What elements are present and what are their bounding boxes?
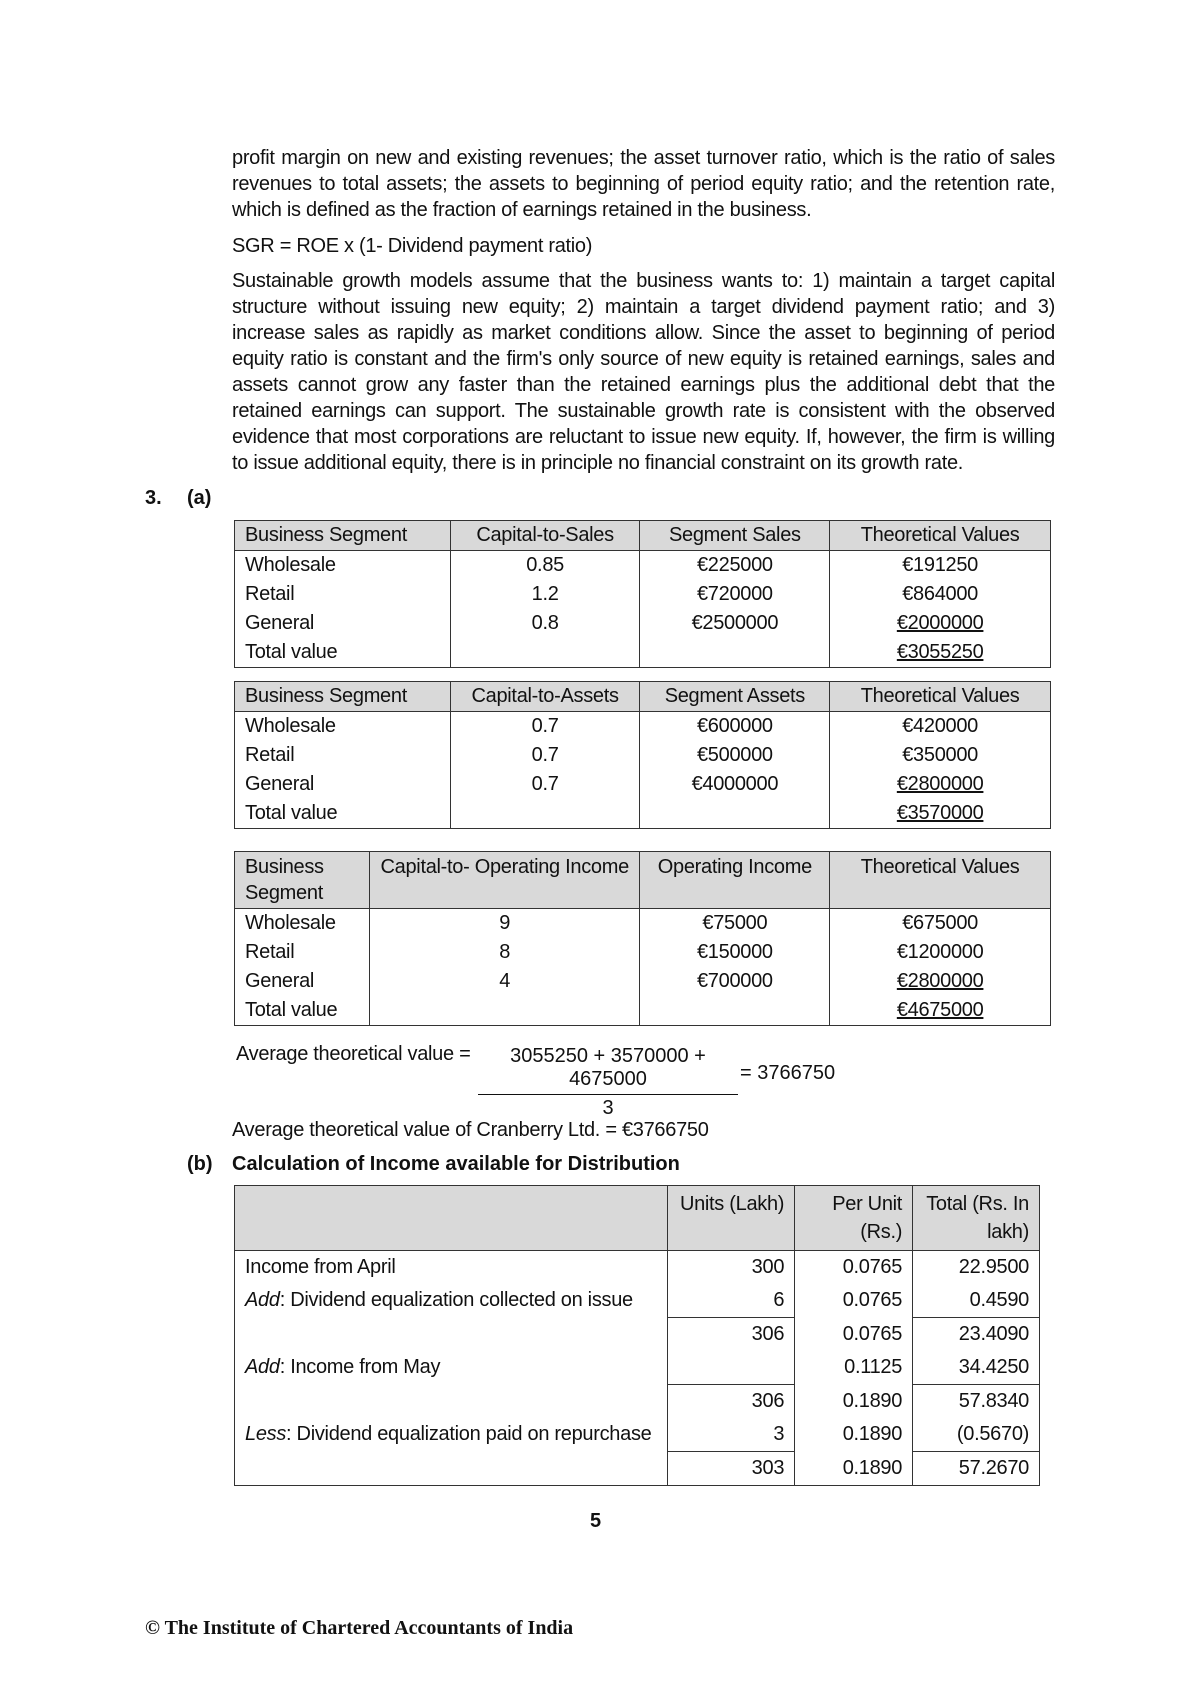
page-number: 5	[589, 1510, 602, 1532]
table-cell: €75000	[640, 909, 830, 939]
table-row	[235, 741, 1051, 770]
table-cell: €600000	[640, 712, 830, 742]
table-cell: 0.85	[450, 551, 640, 581]
table-row	[235, 551, 1051, 581]
table-header-row	[235, 682, 1051, 712]
per-unit-cell: 0.1890	[795, 1385, 913, 1419]
table-cell: €225000	[640, 551, 830, 581]
capital-to-sales-table	[234, 520, 1051, 668]
table-row	[235, 1351, 1040, 1385]
table-cell: General	[235, 770, 451, 799]
table-cell: €675000	[830, 909, 1051, 939]
units-cell: 306	[668, 1318, 795, 1352]
underlined-value: €2800000	[896, 773, 984, 795]
table-cell	[450, 638, 640, 668]
table-header-row	[235, 521, 1051, 551]
column-header: Capital-to-Sales	[450, 521, 640, 551]
row-description	[235, 1452, 668, 1486]
table-row	[235, 1452, 1040, 1486]
column-header: Total (Rs. In lakh)	[913, 1186, 1040, 1251]
table-cell: 0.8	[450, 609, 640, 638]
table-row	[235, 1251, 1040, 1285]
table-cell: Total value	[235, 996, 370, 1026]
per-unit-cell: 0.0765	[795, 1251, 913, 1285]
table-cell	[640, 799, 830, 829]
table-row	[235, 1284, 1040, 1318]
total-cell: 0.4590	[913, 1284, 1040, 1318]
table-cell: €864000	[830, 580, 1051, 609]
table-cell	[830, 638, 1051, 668]
column-header: Theoretical Values	[830, 521, 1051, 551]
units-cell: 303	[668, 1452, 795, 1486]
table-cell: Retail	[235, 741, 451, 770]
capital-to-operating-income-table	[234, 851, 1051, 1026]
table-cell	[640, 996, 830, 1026]
column-header	[235, 1186, 668, 1251]
footer-copyright: © The Institute of Chartered Accountants of India	[145, 1617, 574, 1639]
table-row	[235, 938, 1051, 967]
question-number: 3.	[145, 487, 162, 509]
per-unit-cell: 0.0765	[795, 1284, 913, 1318]
table-cell	[640, 638, 830, 668]
intro-paragraph-1: profit margin on new and existing revenues; the asset turnover ratio, which is the ratio of sales revenues to total assets; the assets to beginning of period equity ratio; and the retention rate, which is defined as the fraction of earnings retained in the business.	[232, 147, 1055, 221]
table-row	[235, 638, 1051, 668]
total-cell: 22.9500	[913, 1251, 1040, 1285]
table-cell: Retail	[235, 938, 370, 967]
units-cell: 3	[668, 1418, 795, 1452]
table-cell	[830, 799, 1051, 829]
table-cell	[830, 967, 1051, 996]
average-formula-result: = 3766750	[740, 1062, 836, 1084]
total-value: €4675000	[896, 999, 984, 1021]
table-row	[235, 1385, 1040, 1419]
table-cell: Wholesale	[235, 712, 451, 742]
table-row	[235, 799, 1051, 829]
column-header: Operating Income	[640, 852, 830, 909]
column-header: Theoretical Values	[830, 852, 1051, 909]
row-description: Add: Dividend equalization collected on issue	[235, 1284, 668, 1318]
total-cell: (0.5670)	[913, 1418, 1040, 1452]
table-cell: Total value	[235, 799, 451, 829]
table-cell: €2500000	[640, 609, 830, 638]
average-formula-fraction	[478, 1045, 738, 1120]
table-cell	[369, 996, 640, 1026]
average-formula-label: Average theoretical value =	[236, 1043, 471, 1065]
per-unit-cell: 0.1890	[795, 1452, 913, 1486]
table-cell: €700000	[640, 967, 830, 996]
column-header: Segment Assets	[640, 682, 830, 712]
intro-paragraph-2: Sustainable growth models assume that the business wants to: 1) maintain a target capital structure without issuing new equity; 2) maintain a target dividend payment ratio; and 3) increase sales as rapidly as market conditions allow. Since the asset to beginning of period equity ratio is constant and the firm's only source of new equity is retained earnings, sales and assets cannot grow any faster than the retained earnings plus the additional debt that the retained earnings can support. The sustainable growth rate is consistent with the observed evidence that most corporations are reluctant to issue new equity. If, however, the firm is willing to issue additional equity, there is in principle no financial constraint on its growth rate.	[232, 270, 1055, 474]
table-cell: €500000	[640, 741, 830, 770]
table-row	[235, 996, 1051, 1026]
row-description: Add: Income from May	[235, 1351, 668, 1385]
table-row	[235, 1318, 1040, 1352]
table-cell: Wholesale	[235, 909, 370, 939]
table-row	[235, 580, 1051, 609]
table-cell: 8	[369, 938, 640, 967]
units-cell: 306	[668, 1385, 795, 1419]
table-header-row	[235, 852, 1051, 909]
column-header: Business Segment	[235, 682, 451, 712]
part-b-label: (b)	[187, 1153, 213, 1175]
units-cell: 300	[668, 1251, 795, 1285]
per-unit-cell: 0.1125	[795, 1351, 913, 1385]
column-header: Business Segment	[235, 852, 370, 909]
table-cell	[450, 799, 640, 829]
fraction-denominator: 3	[602, 1097, 614, 1119]
table-cell: Total value	[235, 638, 451, 668]
column-header: Business Segment	[235, 521, 451, 551]
total-cell: 23.4090	[913, 1318, 1040, 1352]
table-cell: 0.7	[450, 741, 640, 770]
table-cell: €4000000	[640, 770, 830, 799]
table-cell: €150000	[640, 938, 830, 967]
row-description: Less: Dividend equalization paid on repurchase	[235, 1418, 668, 1452]
units-cell	[668, 1351, 795, 1385]
table-cell: 1.2	[450, 580, 640, 609]
total-cell: 34.4250	[913, 1351, 1040, 1385]
table-cell: 4	[369, 967, 640, 996]
row-description	[235, 1385, 668, 1419]
table-cell: 9	[369, 909, 640, 939]
underlined-value: €2000000	[896, 612, 984, 634]
column-header: Units (Lakh)	[668, 1186, 795, 1251]
table-cell: €720000	[640, 580, 830, 609]
per-unit-cell: 0.1890	[795, 1418, 913, 1452]
table-row	[235, 967, 1051, 996]
per-unit-cell: 0.0765	[795, 1318, 913, 1352]
part-a-label: (a)	[187, 487, 212, 509]
table-cell: €350000	[830, 741, 1051, 770]
row-description	[235, 1318, 668, 1352]
average-value-statement: Average theoretical value of Cranberry Ltd. = €3766750	[232, 1119, 709, 1141]
capital-to-assets-table	[234, 681, 1051, 829]
table-cell: 0.7	[450, 712, 640, 742]
table-header-row	[235, 1186, 1040, 1251]
table-cell	[830, 609, 1051, 638]
table-cell: General	[235, 967, 370, 996]
table-row	[235, 712, 1051, 742]
table-cell	[830, 770, 1051, 799]
column-header: Capital-to-Assets	[450, 682, 640, 712]
table-cell: General	[235, 609, 451, 638]
total-cell: 57.2670	[913, 1452, 1040, 1486]
table-cell: €420000	[830, 712, 1051, 742]
total-cell: 57.8340	[913, 1385, 1040, 1419]
units-cell: 6	[668, 1284, 795, 1318]
table-row	[235, 909, 1051, 939]
table-row	[235, 1418, 1040, 1452]
total-value: €3055250	[896, 641, 984, 663]
table-cell: Wholesale	[235, 551, 451, 581]
column-header: Segment Sales	[640, 521, 830, 551]
total-value: €3570000	[896, 802, 984, 824]
column-header: Per Unit (Rs.)	[795, 1186, 913, 1251]
part-b-title: Calculation of Income available for Distribution	[232, 1153, 680, 1175]
fraction-numerator: 3055250 + 3570000 + 4675000	[478, 1045, 738, 1095]
table-cell	[830, 996, 1051, 1026]
sgr-formula: SGR = ROE x (1- Dividend payment ratio)	[232, 235, 593, 257]
row-description: Income from April	[235, 1251, 668, 1285]
table-cell: 0.7	[450, 770, 640, 799]
income-distribution-table	[234, 1185, 1040, 1486]
table-row	[235, 609, 1051, 638]
table-cell: €1200000	[830, 938, 1051, 967]
table-row	[235, 770, 1051, 799]
column-header: Capital-to- Operating Income	[369, 852, 640, 909]
underlined-value: €2800000	[896, 970, 984, 992]
column-header: Theoretical Values	[830, 682, 1051, 712]
table-cell: Retail	[235, 580, 451, 609]
table-cell: €191250	[830, 551, 1051, 581]
